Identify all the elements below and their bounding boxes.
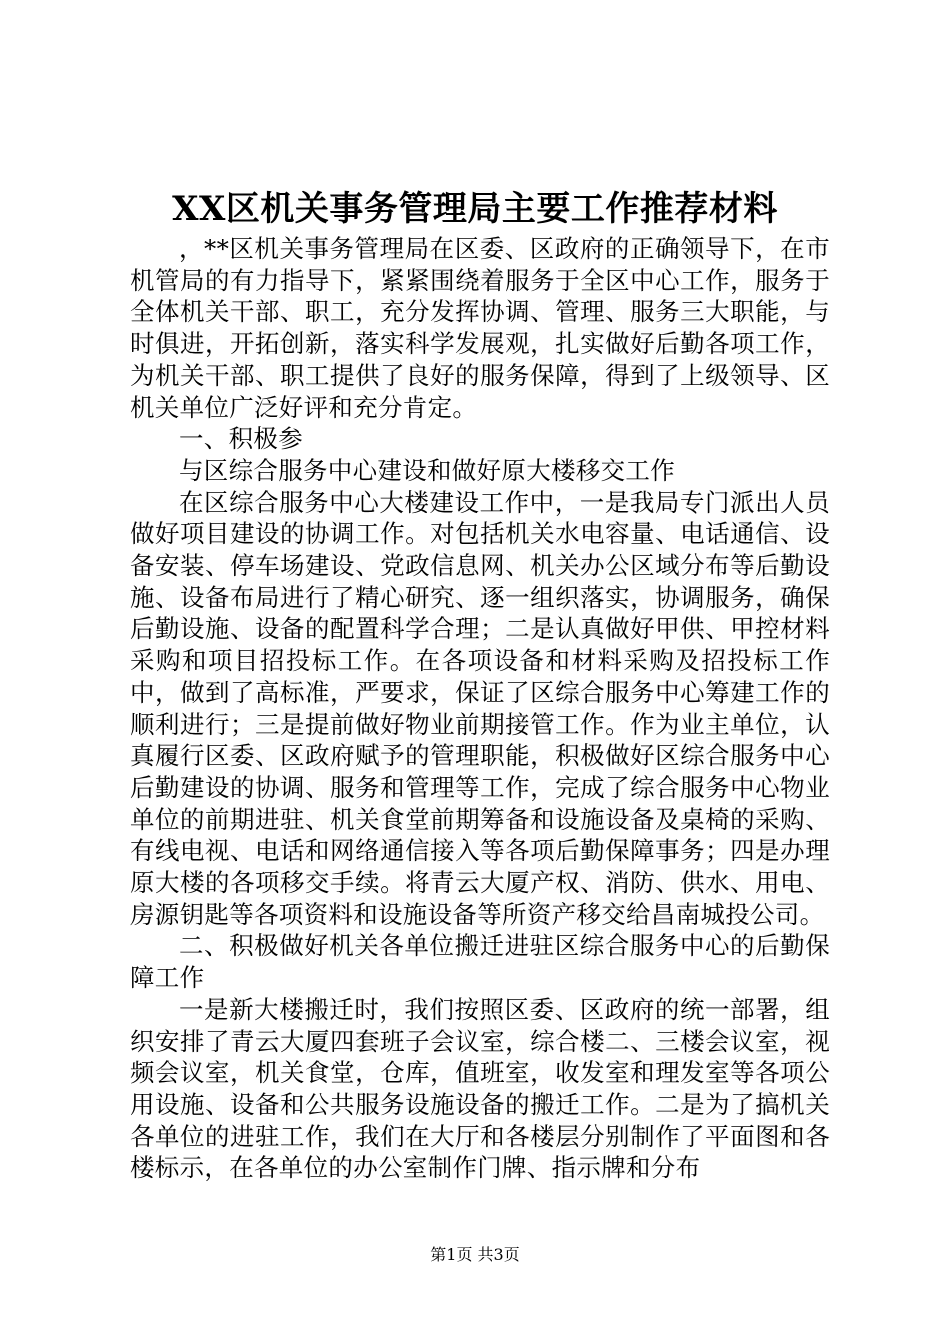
paragraph-section-2: 一是新大楼搬迁时，我们按照区委、区政府的统一部署，组织安排了青云大厦四套班子会议室，综合楼二、三楼会议室，视频会议室，机关食堂，仓库，值班室，收发室和理发室等各项公用设施、设备和公共服务设施设备的搬迁工作。二是为了搞机关各单位的进驻工作，我们在大厅和各楼层分别制作了平面图和各楼标示，在各单位的办公室制作门牌、指示牌和分布 [130, 994, 830, 1183]
section-heading-1-part-2: 与区综合服务中心建设和做好原大楼移交工作 [179, 455, 675, 485]
section-heading-2: 二、积极做好机关各单位搬迁进驻区综合服务中心的后勤保障工作 [130, 931, 830, 993]
section-heading-1-part-1: 一、积极参 [179, 424, 303, 454]
paragraph-section-1: 在区综合服务中心大楼建设工作中，一是我局专门派出人员做好项目建设的协调工作。对包括机关水电容量、电话通信、设备安装、停车场建设、党政信息网、机关办公区域分布等后勤设施、设备布局进行了精心研究、逐一组织落实，协调服务，确保后勤设施、设备的配置科学合理；二是认真做好甲供、甲控材料采购和项目招投标工作。在各项设备和材料采购及招投标工作中，做到了高标准，严要求，保证了区综合服务中心筹建工作的顺利进行；三是提前做好物业前期接管工作。作为业主单位，认真履行区委、区政府赋予的管理职能，积极做好区综合服务中心后勤建设的协调、服务和管理等工作，完成了综合服务中心物业单位的前期进驻、机关食堂前期筹备和设施设备及桌椅的采购、有线电视、电话和网络通信接入等各项后勤保障事务；四是办理原大楼的各项移交手续。将青云大厦产权、消防、供水、用电、房源钥匙等各项资料和设施设备等所资产移交给昌南城投公司。 [130, 487, 830, 929]
page-number-footer: 第1页 共3页 [430, 1245, 520, 1264]
document-title: XX区机关事务管理局主要工作推荐材料 [172, 189, 778, 229]
document-body [130, 233, 830, 1184]
paragraph-intro: ，**区机关事务管理局在区委、区政府的正确领导下，在市机管局的有力指导下，紧紧围绕着服务于全区中心工作，服务于全体机关干部、职工，充分发挥协调、管理、服务三大职能，与时俱进，开拓创新，落实科学发展观，扎实做好后勤各项工作，为机关干部、职工提供了良好的服务保障，得到了上级领导、区机关单位广泛好评和充分肯定。 [130, 234, 830, 422]
